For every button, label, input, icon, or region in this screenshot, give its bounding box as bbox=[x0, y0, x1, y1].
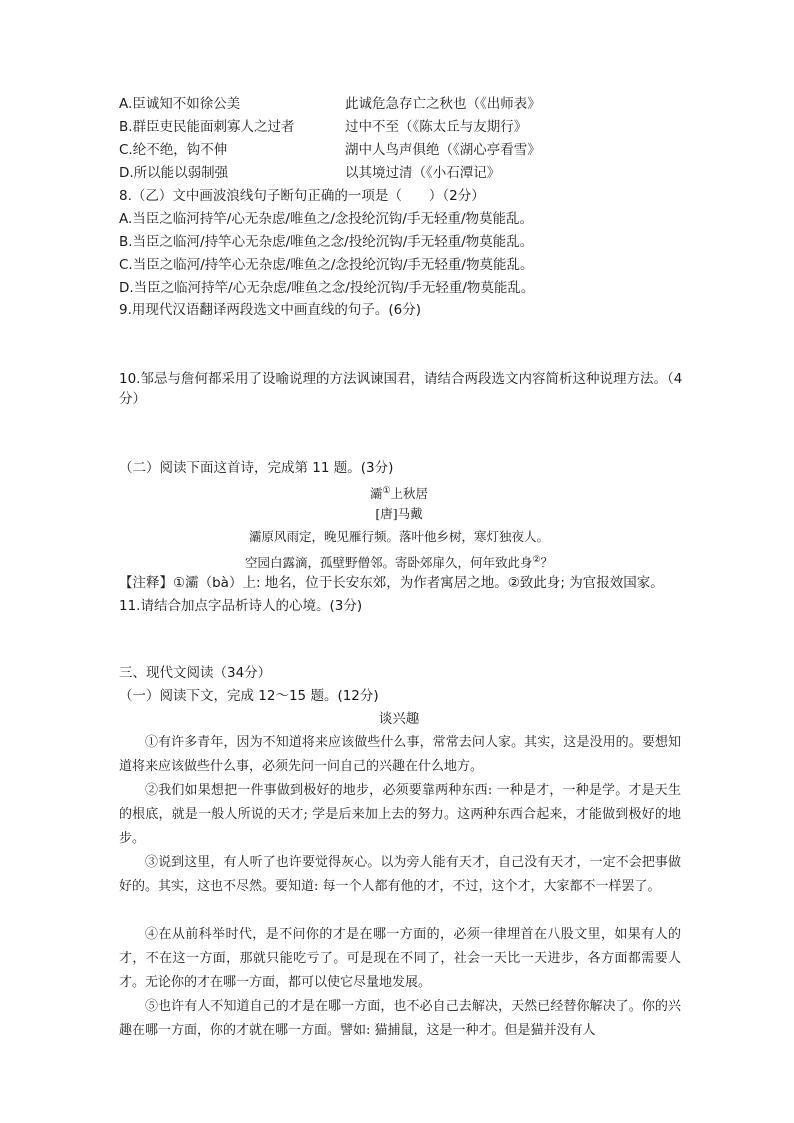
article-title: 谈兴趣 bbox=[378, 711, 420, 727]
article-paragraph-5: ⑤也许有人不知道自己的才是在哪一方面，也不必自己去解决，天然已经替你解决了。你的兴趣在哪一方面，你的才就在哪一方面。譬如: 猫捕鼠，这是一种才。但是猫并没有人 bbox=[119, 999, 681, 1038]
poem-line-1: 灞原风雨定，晚见雁行频。落叶他乡树，寒灯独夜人。 bbox=[248, 529, 549, 544]
poem-note: 【注释】①灞（bà）上: 地名，位于长安东郊，为作者寓居之地。②致此身; 为官报效国家。 bbox=[119, 575, 664, 591]
article-paragraph-4: ④在从前科举时代，是不问你的才是在哪一方面的，必须一律埋首在八股文里，如果有人的才，不在这一方面，那就只能吃亏了。可是现在不同了，社会一天比一天进步，各方面都需要人才。无论你的才在哪一方面，都可以使它尽量地发展。 bbox=[119, 927, 681, 990]
poem-title-note-mark: ① bbox=[382, 486, 391, 496]
poem-line-2-pre: 空园白露滴，孤壁野僧邻。寄卧郊扉久，何年致此身 bbox=[244, 555, 533, 571]
q10-question: 10.邹忌与詹何都采用了设喻说理的方法讽谏国君，请结合两段选文内容简析这种说理方法。（4分） bbox=[119, 371, 683, 407]
q11-question: 11.请结合加点字品析诗人的心境。(3分) bbox=[119, 598, 363, 614]
poem-title-pre: 灞 bbox=[369, 486, 383, 502]
q7-option-left: D.所以能以弱制强 bbox=[119, 165, 229, 181]
q7-option-b bbox=[119, 117, 528, 137]
q7-option-left: C.纶不绝，钩不伸 bbox=[119, 142, 228, 158]
poem-line-2 bbox=[119, 550, 679, 573]
poem-title bbox=[119, 481, 679, 504]
poem-line-2-post: ？ bbox=[540, 555, 554, 571]
poem-section-heading: （二）阅读下面这首诗，完成第 11 题。(3分) bbox=[119, 460, 394, 476]
article-paragraph-3: ③说到这里，有人听了也许要觉得灰心。以为旁人能有天才，自己没有天才，一定不会把事做好的。其实，这也不尽然。要知道: 每一个人都有他的才，不过，这个才，大家都不一样罢了。 bbox=[119, 855, 681, 894]
modern-sub-heading: （一）阅读下文，完成 12～15 题。(12分) bbox=[119, 688, 379, 704]
poem-title-post: 上秋居 bbox=[390, 486, 429, 502]
q7-option-right: 此诚危急存亡之秋也（《出师表》 bbox=[345, 96, 541, 112]
q8-option-d: D.当臣之临河持竿/心无杂虑/唯鱼之念/投纶沉钩/手无轻重/物莫能乱。 bbox=[119, 280, 535, 296]
q8-option-c: C.当臣之临河/持竿心无杂虑/唯鱼之/念投纶沉钩/手无轻重/物莫能乱。 bbox=[119, 257, 534, 273]
q9-question: 9.用现代汉语翻译两段选文中画直线的句子。(6分) bbox=[119, 302, 422, 318]
poem-author: [唐]马戴 bbox=[375, 506, 423, 521]
q7-option-right: 湖中人鸟声俱绝（《湖心亭看雪》 bbox=[345, 142, 541, 158]
modern-section-heading: 三、现代文阅读（34分） bbox=[119, 665, 272, 681]
q8-option-a: A.当臣之临河持竿/心无杂虑/唯鱼之/念投纶沉钩/手无轻重/物莫能乱。 bbox=[119, 211, 534, 227]
q7-option-d bbox=[119, 163, 501, 183]
q8-option-b: B.当臣之临河/持竿心无杂虑/唯鱼之念/投纶沉钩/手无轻重/物莫能乱。 bbox=[119, 234, 534, 250]
article-paragraph-1: ①有许多青年，因为不知道将来应该做些什么事，常常去问人家。其实，这是没用的。要想知道将来应该做些什么事，必须先问一问自己的兴趣在什么地方。 bbox=[119, 735, 681, 774]
poem-line-2-note-mark: ② bbox=[532, 555, 541, 565]
q7-option-right: 过中不至（《陈太丘与友期行》 bbox=[345, 119, 528, 135]
q8-stem: 8.（乙）文中画波浪线句子断句正确的一项是（ ）（2分） bbox=[119, 188, 485, 204]
q7-option-left: A.臣诚知不如徐公美 bbox=[119, 96, 241, 112]
article-paragraph-2: ②我们如果想把一件事做到极好的地步，必须要靠两种东西: 一种是才，一种是学。才是天生的根底，就是一般人所说的天才; 学是后来加上去的努力。这两种东西合起来，才能做到极好的地步。 bbox=[119, 783, 681, 846]
q7-option-right: 以其境过清（《小石潭记》 bbox=[345, 165, 501, 181]
q7-option-left: B.群臣吏民能面刺寡人之过者 bbox=[119, 119, 295, 135]
q7-option-a bbox=[119, 94, 541, 114]
q7-option-c bbox=[119, 140, 541, 160]
